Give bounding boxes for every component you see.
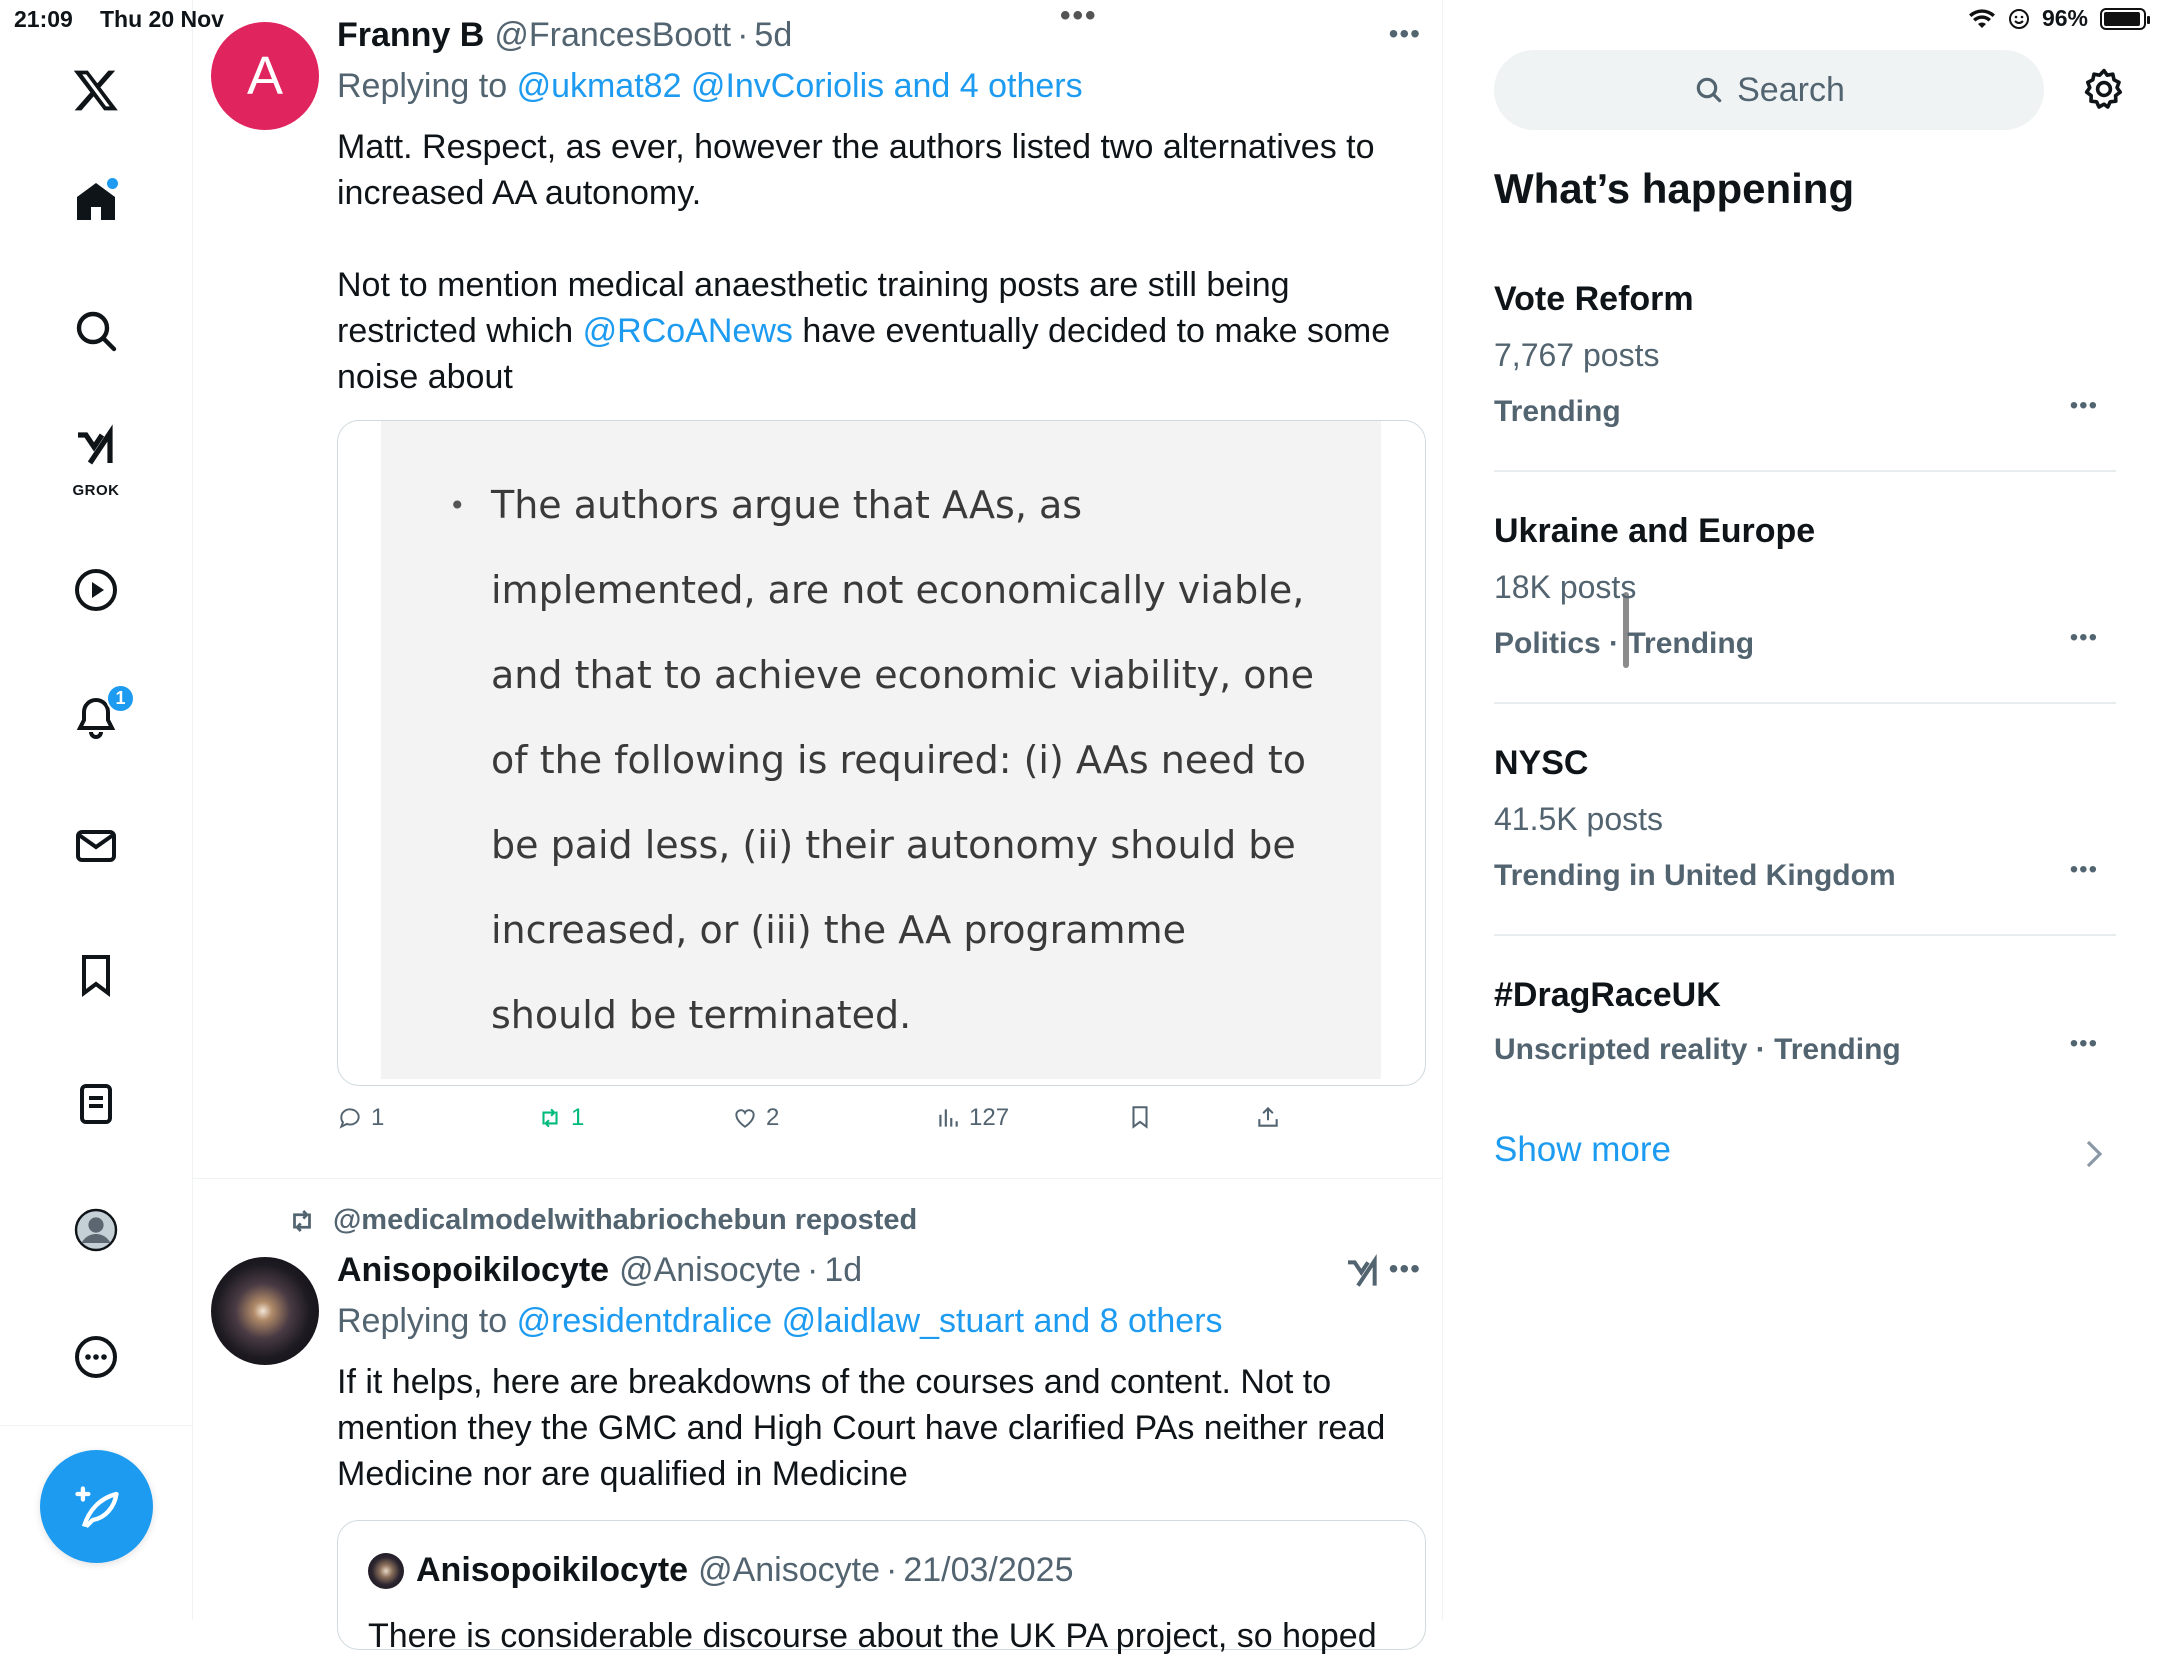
quoted-tweet-header	[368, 1551, 1073, 1590]
tweet-anisopoikilocyte[interactable]	[193, 1179, 1443, 1655]
trend-count: 41.5K posts	[1494, 801, 1663, 837]
lists-icon[interactable]	[58, 1066, 134, 1142]
trend-more-icon[interactable]: •••	[2069, 624, 2098, 651]
quoted-author-name: Anisopoikilocyte	[416, 1551, 689, 1589]
notifications-bell-icon[interactable]	[58, 680, 134, 756]
tweet-text-part: Matt. Respect, as ever, however the authors listed two alternatives to increased AA autonomy. Not to mention medical anaesthetic training posts are still being restricted which	[337, 128, 1375, 350]
quoted-tweet[interactable]	[337, 1520, 1426, 1655]
separator-dot: ·	[806, 1251, 819, 1289]
trend-meta: Politics · Trending	[1494, 627, 1755, 660]
trend-item[interactable]	[1494, 512, 2116, 662]
quoted-author-handle: @Anisocyte	[698, 1551, 880, 1589]
trend-name: NYSC	[1494, 744, 1589, 782]
bookmarks-icon[interactable]	[58, 937, 134, 1013]
status-bar	[0, 0, 2160, 40]
trend-more-icon[interactable]: •••	[2069, 856, 2098, 883]
tweet-text	[337, 124, 1400, 400]
trend-name: Vote Reform	[1494, 280, 1694, 318]
mention-link[interactable]: @RCoANews	[582, 312, 793, 350]
compose-feather-icon	[71, 1481, 123, 1533]
search-input[interactable]	[1494, 50, 2044, 130]
trend-count: 18K posts	[1494, 569, 1637, 605]
post-time[interactable]: 5d	[754, 16, 793, 54]
x-logo-icon[interactable]	[58, 52, 134, 128]
bookmark-button[interactable]	[1127, 1104, 1153, 1130]
replying-to	[337, 1302, 1223, 1341]
post-more-icon[interactable]: •••	[1388, 1253, 1421, 1284]
focus-mode-icon	[2008, 8, 2030, 30]
share-button[interactable]	[1255, 1104, 1281, 1130]
views-chart-icon	[935, 1105, 961, 1131]
trend-count: 7,767 posts	[1494, 337, 1660, 373]
views-button[interactable]	[935, 1104, 1009, 1132]
video-play-icon[interactable]	[58, 552, 134, 628]
notifications-badge: 1	[106, 684, 135, 713]
repost-count: 1	[571, 1104, 585, 1131]
battery-level	[2104, 12, 2140, 26]
author-name[interactable]: Anisopoikilocyte	[337, 1251, 610, 1289]
author-handle[interactable]: @Anisocyte	[619, 1251, 801, 1289]
image-bullet-text: • The authors argue that AAs, as implemented, are not economically viable, and that to achieve economic viability, one of the following is required: (i) AAs need to be paid less, (ii) their autonomy should be increased, or (iii) the AA programme should be terminated.	[449, 463, 1321, 1058]
home-unread-dot	[107, 178, 118, 189]
view-count: 127	[969, 1104, 1010, 1131]
right-sidebar	[1444, 0, 2160, 1620]
grok-label: GROK	[72, 482, 120, 499]
battery-icon	[2100, 8, 2146, 30]
author-name[interactable]: Franny B	[337, 16, 485, 54]
avatar[interactable]: A	[211, 22, 319, 130]
whats-happening-title: What’s happening	[1494, 165, 1855, 212]
trend-name: Ukraine and Europe	[1494, 512, 1816, 550]
grok-icon[interactable]	[58, 420, 134, 499]
trend-item[interactable]	[1494, 976, 2116, 1076]
trend-item[interactable]	[1494, 744, 2116, 894]
bookmark-icon	[1127, 1104, 1153, 1130]
show-more-link[interactable]: Show more	[1494, 1130, 1672, 1169]
quoted-date: 21/03/2025	[903, 1551, 1074, 1589]
reply-count: 1	[371, 1104, 385, 1131]
nav-divider	[0, 1425, 193, 1426]
messages-envelope-icon[interactable]	[58, 808, 134, 884]
trend-meta: Unscripted reality · Trending	[1494, 1033, 1901, 1066]
profile-avatar-icon[interactable]	[58, 1192, 134, 1268]
trend-divider	[1494, 702, 2116, 704]
replying-mentions[interactable]: @residentdralice @laidlaw_stuart and 8 others	[516, 1302, 1223, 1340]
quoted-text-image	[381, 421, 1381, 1079]
chevron-right-icon	[2084, 1140, 2104, 1168]
trend-more-icon[interactable]: •••	[2069, 1030, 2098, 1057]
reply-button[interactable]	[337, 1104, 384, 1132]
timeline-feed[interactable]	[193, 0, 1443, 1655]
tweet-image[interactable]	[337, 420, 1426, 1086]
repost-icon	[537, 1105, 563, 1131]
home-icon[interactable]	[58, 164, 134, 240]
replying-label: Replying to	[337, 67, 508, 105]
reposted-by-label[interactable]: @medicalmodelwithabriochebun reposted	[333, 1204, 918, 1236]
tweet-header	[337, 1251, 862, 1290]
trend-meta: Trending	[1494, 395, 1621, 428]
separator-dot: ·	[885, 1551, 898, 1589]
more-options-icon[interactable]	[58, 1319, 134, 1395]
author-handle[interactable]: @FrancesBoott	[494, 16, 732, 54]
trend-item[interactable]	[1494, 280, 2116, 430]
multitasking-dots-icon[interactable]: •••	[1060, 0, 1098, 32]
trend-name: #DragRaceUK	[1494, 976, 1721, 1014]
reposted-by	[285, 1204, 917, 1237]
like-count: 2	[766, 1104, 780, 1131]
trend-meta: Trending in United Kingdom	[1494, 859, 1896, 892]
share-icon	[1255, 1104, 1281, 1130]
tweet-actions	[337, 1104, 1337, 1144]
repost-button[interactable]	[537, 1104, 584, 1132]
wifi-icon	[1968, 8, 1996, 30]
trend-divider	[1494, 934, 2116, 936]
reply-icon	[337, 1105, 363, 1131]
sidebar-nav	[0, 0, 193, 1620]
separator-dot: ·	[737, 16, 749, 54]
galaxy-avatar[interactable]	[211, 1257, 319, 1365]
heart-icon	[732, 1105, 758, 1131]
post-time[interactable]: 1d	[824, 1251, 863, 1289]
tweet-franny-b[interactable]	[193, 0, 1443, 1178]
compose-post-button[interactable]	[40, 1450, 153, 1563]
battery-percent: 96%	[2041, 5, 2088, 31]
replying-mentions[interactable]: @ukmat82 @InvCoriolis and 4 others	[516, 67, 1083, 105]
quoted-tweet-text: There is considerable discourse about the UK PA project, so hoped	[368, 1617, 1377, 1655]
quoted-avatar	[368, 1553, 404, 1589]
search-placeholder: Search	[1737, 70, 1845, 109]
replying-to	[337, 67, 1083, 106]
tweet-text-part: have eventually decided to make some noise about	[337, 312, 1400, 396]
tweet-text: If it helps, here are breakdowns of the courses and content. Not to mention they the GMC and High Court have clarified PAs neither read Medicine nor are qualified in Medicine	[337, 1363, 1395, 1493]
explore-search-icon[interactable]	[58, 293, 134, 369]
trend-divider	[1494, 470, 2116, 472]
status-date: Thu 20 Nov	[100, 6, 224, 32]
like-button[interactable]	[732, 1104, 779, 1132]
settings-gear-icon[interactable]	[2080, 65, 2128, 113]
repost-small-icon	[285, 1206, 319, 1236]
post-more-icon[interactable]: •••	[1388, 18, 1421, 49]
grok-explain-icon[interactable]	[1343, 1254, 1383, 1294]
search-icon	[1693, 74, 1725, 106]
replying-label: Replying to	[337, 1302, 508, 1340]
trend-more-icon[interactable]: •••	[2069, 392, 2098, 419]
status-time: 21:09	[14, 6, 73, 32]
